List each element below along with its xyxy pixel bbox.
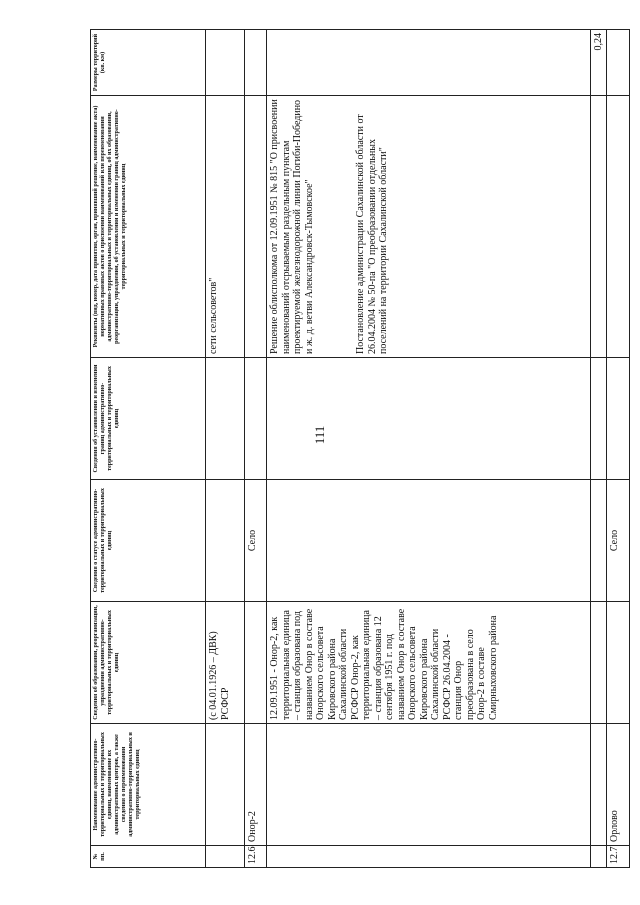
unit-name: Онор-2 [244,724,267,846]
header-area: Размеры территорий (кв. км) [91,30,206,96]
header-name: Наименование административно-территориальных и территориальных единиц, наименование их административных центров, а также сведения о переименовании административно-территориальных и территориальных единиц [91,724,206,846]
status-cell: Село [607,480,630,602]
header-borders: Сведения об установлении и изменении границ административно-территориальных и территориальных единиц [91,358,206,480]
table-row [206,30,245,868]
unit-name: Орлово [607,724,630,846]
table-row [590,30,607,868]
status-cell: Село [244,480,267,602]
row-number: 12.7 [607,846,630,868]
rotated-table-wrapper [90,30,630,868]
document-sheet [90,30,630,868]
act-text: Решение облисполкома от 12.09.1951 № 815 "О присвоении наименований отcрываемым раздельным пунктам проектируемой железнодорожной линии Погиби-Победино и ж. д. ветви Александровск-Тымовское" [269,99,315,354]
act-text: Постановление администрации Сахалинской области от 26.04.2004 № 50-па "О преобразовании отдельных поселений на территории Сахалинской области" [355,114,390,354]
header-status: Сведения о статусе административно-территориальных и территориальных единиц [91,480,206,602]
area-cell: 0,24 [590,30,607,96]
header-acts: Реквизиты (вид, номер, дата принятия, орган, принявший решение, наименование акта) нормативных правовых актов о присвоении наименований или переименовании административно-территориальных и территориальных единиц, об их образовании, реорганизации, упразднении, об установлении и изменении границ административно-территориальных и территориальных единиц [91,96,206,358]
page-number: 111 [312,425,327,445]
table-row [607,30,630,868]
header-num: № пп. [91,846,206,868]
row-number: 12.6 [244,846,267,868]
registry-table [90,29,630,868]
table-row [267,30,591,868]
history-cell: 12.09.1951 - Онор-2, как территориальная единица – станция образована под названием Онор в составе Онорского сельсовета Кировского района Сахалинской области РСФСР Онор-2, как территориальная единица – станция образована 12 сентября 1951 г. под названием Онор в составе Онорского сельсовета Кировского района Сахалинской области РСФСР 26.04.2004 - станция Онор преобразована в село Онор-2 в составе Смирныховского района [267,602,591,724]
history-cell: (с 04.01.1926 – ДВК) РСФСР [206,602,245,724]
header-history: Сведения об образовании, реорганизации, упразднении административно-территориальных и территориальных единиц [91,602,206,724]
act-cell [267,96,591,358]
table-row [244,30,267,868]
act-cell: сети сельсоветов" [206,96,245,358]
header-row [91,30,206,868]
